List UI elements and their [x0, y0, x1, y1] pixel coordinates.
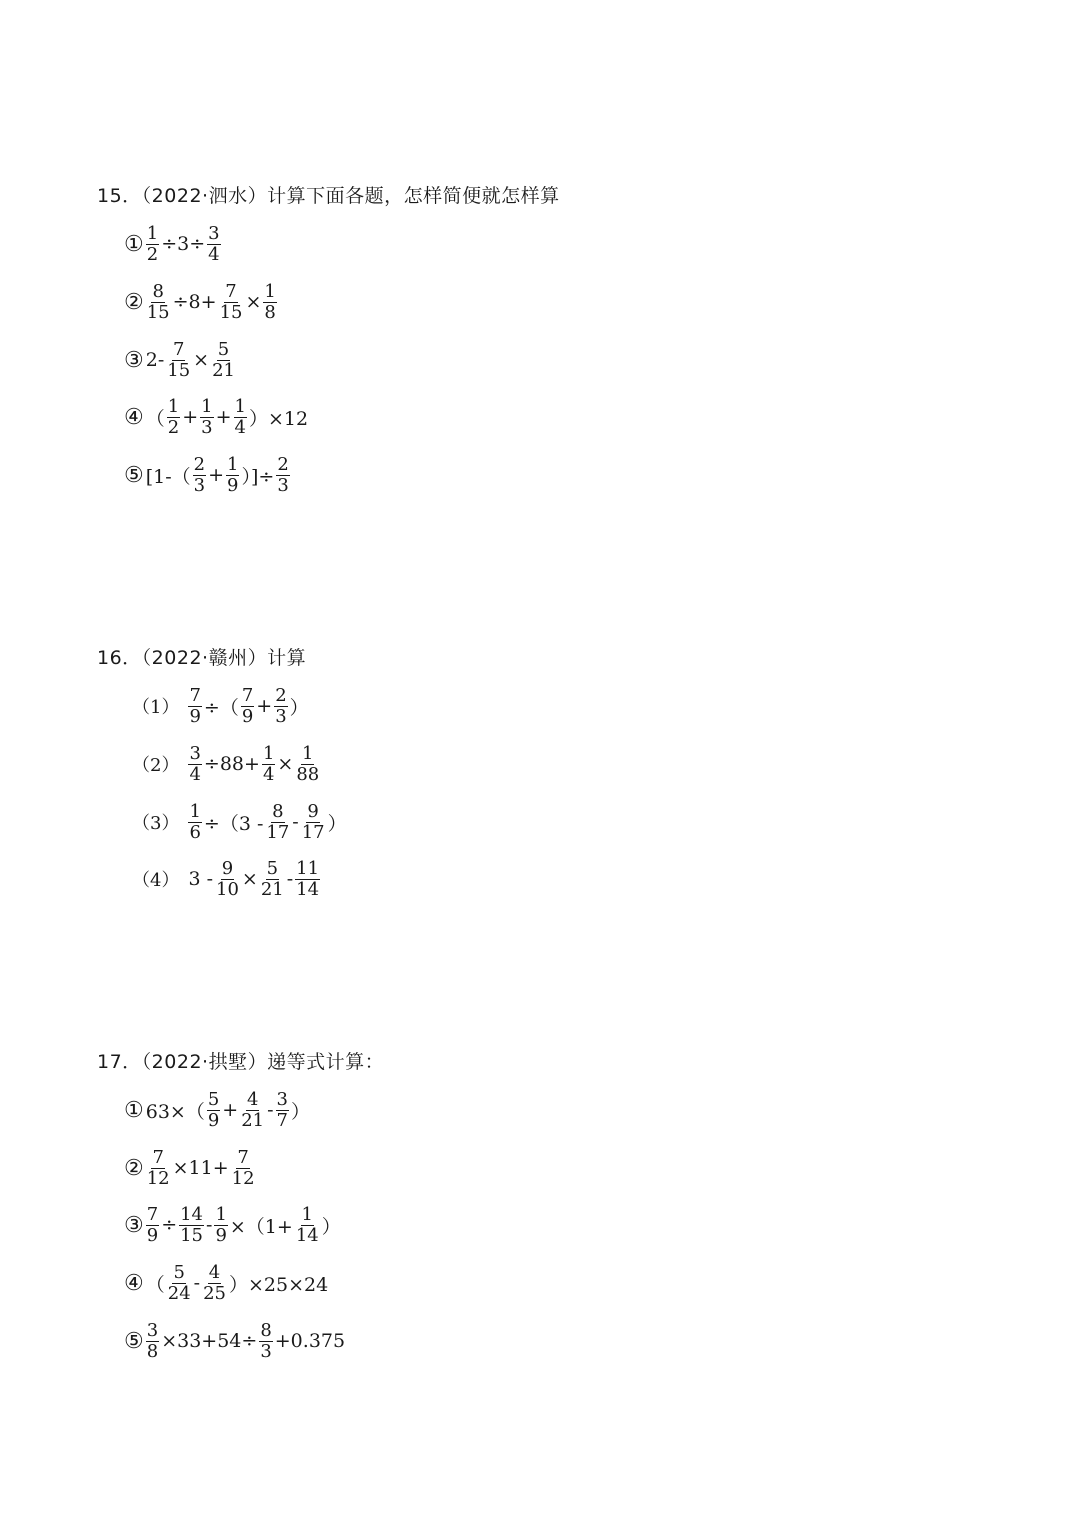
fraction-numerator: 5 [173, 1261, 185, 1283]
item-marker: （1） [132, 697, 180, 718]
item-marker: （4） [132, 870, 180, 891]
fraction-numerator: 1 [167, 395, 180, 417]
fraction-numerator: 3 [276, 1088, 288, 1110]
question-15-title: 15．（2022·泗水）计算下面各题，怎样简便就怎样算 [97, 185, 560, 207]
fraction-denominator: 21 [260, 878, 284, 900]
fraction-denominator: 2 [167, 416, 180, 438]
fraction-denominator: 9 [227, 474, 239, 496]
fraction-denominator: 9 [215, 1224, 227, 1246]
expression-text: ）×12 [248, 407, 309, 430]
fraction [146, 1319, 159, 1362]
expression-text: +0.375 [274, 1330, 346, 1352]
fraction [301, 800, 326, 843]
fraction-numerator: 1 [301, 1203, 313, 1225]
item-marker: ① [124, 231, 144, 257]
q17-item [124, 1261, 329, 1305]
fraction [179, 1203, 204, 1246]
fraction [146, 1146, 171, 1189]
fraction-denominator: 3 [260, 1340, 272, 1362]
question-16-title: 16．（2022·赣州）计算 [97, 647, 307, 669]
fraction-numerator: 2 [275, 684, 287, 706]
fraction-denominator: 17 [266, 821, 290, 843]
fraction-denominator: 15 [167, 359, 191, 381]
fraction-numerator: 14 [180, 1203, 204, 1225]
expression-text: ） [289, 696, 309, 719]
expression-text: （ [145, 407, 165, 430]
expression-text: × [193, 349, 210, 371]
fraction-denominator: 4 [189, 763, 201, 785]
fraction-numerator: 4 [208, 1261, 221, 1283]
fraction-numerator: 1 [264, 280, 276, 302]
fraction-denominator: 17 [301, 821, 325, 843]
expression-text: ÷ [161, 1214, 178, 1236]
item-marker: ① [124, 1097, 144, 1123]
fraction [211, 338, 236, 381]
expression-text: ÷3÷ [161, 233, 206, 255]
expression-text: - [193, 1272, 201, 1294]
fraction [188, 742, 201, 785]
fraction-numerator: 1 [215, 1203, 227, 1225]
q15-item [124, 280, 278, 324]
fraction-numerator: 5 [266, 857, 279, 879]
expression-text: ）]÷ [241, 465, 275, 488]
fraction-numerator: 1 [146, 222, 159, 244]
fraction [295, 857, 320, 900]
expression-text: 2- [145, 349, 165, 371]
fraction [265, 800, 290, 843]
fraction [146, 280, 171, 323]
item-marker: ⑤ [124, 1328, 144, 1354]
q16-item [124, 800, 348, 844]
fraction [188, 684, 201, 727]
fraction-numerator: 1 [302, 742, 314, 764]
fraction-numerator: 3 [189, 742, 201, 764]
fraction-denominator: 15 [180, 1224, 204, 1246]
fraction [231, 1146, 256, 1189]
fraction [295, 1203, 320, 1246]
q17-item [124, 1203, 342, 1247]
fraction-denominator: 14 [295, 1224, 319, 1246]
fraction [200, 395, 213, 438]
expression-text: × [245, 291, 262, 313]
fraction-denominator: 12 [146, 1167, 170, 1189]
fraction [262, 742, 275, 785]
expression-text: ÷88+ [203, 753, 260, 775]
q15-item [124, 395, 309, 439]
fraction-denominator: 21 [241, 1109, 265, 1131]
question-17-title: 17．（2022·拱墅）递等式计算： [97, 1051, 385, 1073]
fraction-denominator: 6 [189, 821, 201, 843]
item-marker: （3） [132, 813, 180, 834]
q17-item [124, 1088, 311, 1132]
fraction-denominator: 9 [207, 1109, 220, 1131]
fraction-numerator: 7 [237, 1146, 249, 1168]
fraction [202, 1261, 227, 1304]
fraction [240, 1088, 265, 1131]
q17-item [124, 1146, 257, 1190]
fraction-denominator: 3 [275, 705, 287, 727]
fraction-denominator: 4 [262, 763, 275, 785]
fraction-denominator: 7 [276, 1109, 288, 1131]
expression-text: ） [291, 1100, 311, 1123]
fraction-numerator: 1 [227, 453, 239, 475]
fraction-numerator: 5 [217, 338, 230, 360]
item-marker: ④ [124, 1270, 144, 1296]
fraction-denominator: 14 [296, 878, 320, 900]
item-marker: （2） [132, 755, 180, 776]
expression-text: + [208, 464, 225, 486]
expression-text: ÷8+ [172, 291, 217, 313]
fraction-denominator: 10 [216, 878, 239, 900]
fraction-denominator: 8 [264, 301, 276, 323]
expression-text: - [292, 811, 299, 833]
fraction-numerator: 7 [172, 338, 185, 360]
fraction-denominator: 8 [146, 1340, 159, 1362]
fraction-denominator: 21 [212, 359, 235, 381]
expression-text: - [206, 1214, 213, 1236]
fraction [166, 338, 191, 381]
q17-item [124, 1319, 346, 1363]
fraction-denominator: 3 [193, 474, 206, 496]
fraction-denominator: 3 [201, 416, 213, 438]
fraction [215, 857, 240, 900]
fraction [295, 742, 320, 785]
expression-text: [1-（ [145, 465, 191, 488]
expression-text: - [286, 868, 294, 890]
expression-text: 63×（ [145, 1100, 205, 1123]
fraction-numerator: 7 [225, 280, 237, 302]
expression-text: + [215, 406, 232, 428]
fraction-denominator: 9 [189, 705, 201, 727]
q16-item [124, 684, 310, 728]
fraction [234, 395, 247, 438]
fraction-denominator: 3 [277, 474, 289, 496]
expression-text: 3 - [188, 868, 214, 890]
fraction [167, 395, 180, 438]
fraction-numerator: 9 [221, 857, 234, 879]
fraction [207, 1088, 220, 1131]
fraction-denominator: 9 [146, 1224, 159, 1246]
fraction [207, 222, 220, 265]
fraction-numerator: 8 [260, 1319, 272, 1341]
fraction-denominator: 15 [219, 301, 243, 323]
fraction-numerator: 7 [146, 1203, 159, 1225]
q16-item [124, 742, 321, 786]
fraction [260, 857, 285, 900]
fraction [276, 453, 289, 496]
fraction-numerator: 9 [307, 800, 319, 822]
q15-item [124, 338, 237, 382]
fraction-denominator: 2 [146, 243, 159, 265]
item-marker: ② [124, 289, 144, 315]
fraction-numerator: 11 [296, 857, 320, 879]
expression-text: ×33+54÷ [161, 1330, 258, 1352]
fraction-numerator: 2 [277, 453, 289, 475]
q15-item [124, 453, 291, 497]
fraction [226, 453, 239, 496]
item-marker: ③ [124, 1212, 144, 1238]
fraction-numerator: 3 [146, 1319, 159, 1341]
fraction-numerator: 3 [208, 222, 220, 244]
expression-text: - [267, 1099, 274, 1121]
fraction [146, 1203, 159, 1246]
fraction-numerator: 8 [152, 280, 164, 302]
fraction-numerator: 2 [193, 453, 206, 475]
expression-text: ） [321, 1215, 341, 1238]
fraction [214, 1203, 227, 1246]
fraction-numerator: 7 [189, 684, 201, 706]
expression-text: ） [327, 812, 347, 835]
expression-text: + [256, 695, 273, 717]
item-marker: ④ [124, 404, 144, 430]
fraction [146, 222, 159, 265]
fraction-numerator: 5 [207, 1088, 220, 1110]
expression-text: ×（1+ [229, 1215, 293, 1238]
fraction [167, 1261, 192, 1304]
item-marker: ⑤ [124, 462, 144, 488]
expression-text: × [277, 753, 294, 775]
fraction [276, 1088, 289, 1131]
expression-text: ÷（ [203, 696, 239, 719]
expression-text: ）×25×24 [228, 1273, 329, 1296]
expression-text: + [182, 406, 199, 428]
fraction-numerator: 1 [189, 800, 201, 822]
fraction [193, 453, 206, 496]
fraction [188, 800, 201, 843]
fraction-denominator: 4 [208, 243, 220, 265]
q15-item [124, 222, 222, 266]
q16-item [124, 857, 321, 901]
fraction-denominator: 9 [241, 705, 254, 727]
fraction-denominator: 15 [146, 301, 170, 323]
fraction-numerator: 1 [201, 395, 213, 417]
expression-text: + [222, 1099, 239, 1121]
fraction-denominator: 88 [296, 763, 320, 785]
expression-text: ×11+ [172, 1157, 229, 1179]
fraction-denominator: 12 [231, 1167, 255, 1189]
fraction-denominator: 4 [234, 416, 246, 438]
fraction-numerator: 4 [246, 1088, 259, 1110]
fraction-numerator: 1 [262, 742, 275, 764]
expression-text: （ [145, 1273, 165, 1296]
fraction-denominator: 24 [167, 1282, 191, 1304]
expression-text: ÷（3 - [203, 812, 264, 835]
fraction [263, 280, 276, 323]
fraction [219, 280, 244, 323]
fraction-numerator: 7 [241, 684, 254, 706]
fraction [259, 1319, 272, 1362]
item-marker: ③ [124, 347, 144, 373]
fraction-numerator: 8 [272, 800, 284, 822]
fraction-denominator: 25 [203, 1282, 226, 1304]
item-marker: ② [124, 1155, 144, 1181]
fraction [241, 684, 254, 727]
fraction-numerator: 1 [234, 395, 246, 417]
expression-text: × [241, 868, 258, 890]
fraction-numerator: 7 [152, 1146, 164, 1168]
fraction [274, 684, 287, 727]
